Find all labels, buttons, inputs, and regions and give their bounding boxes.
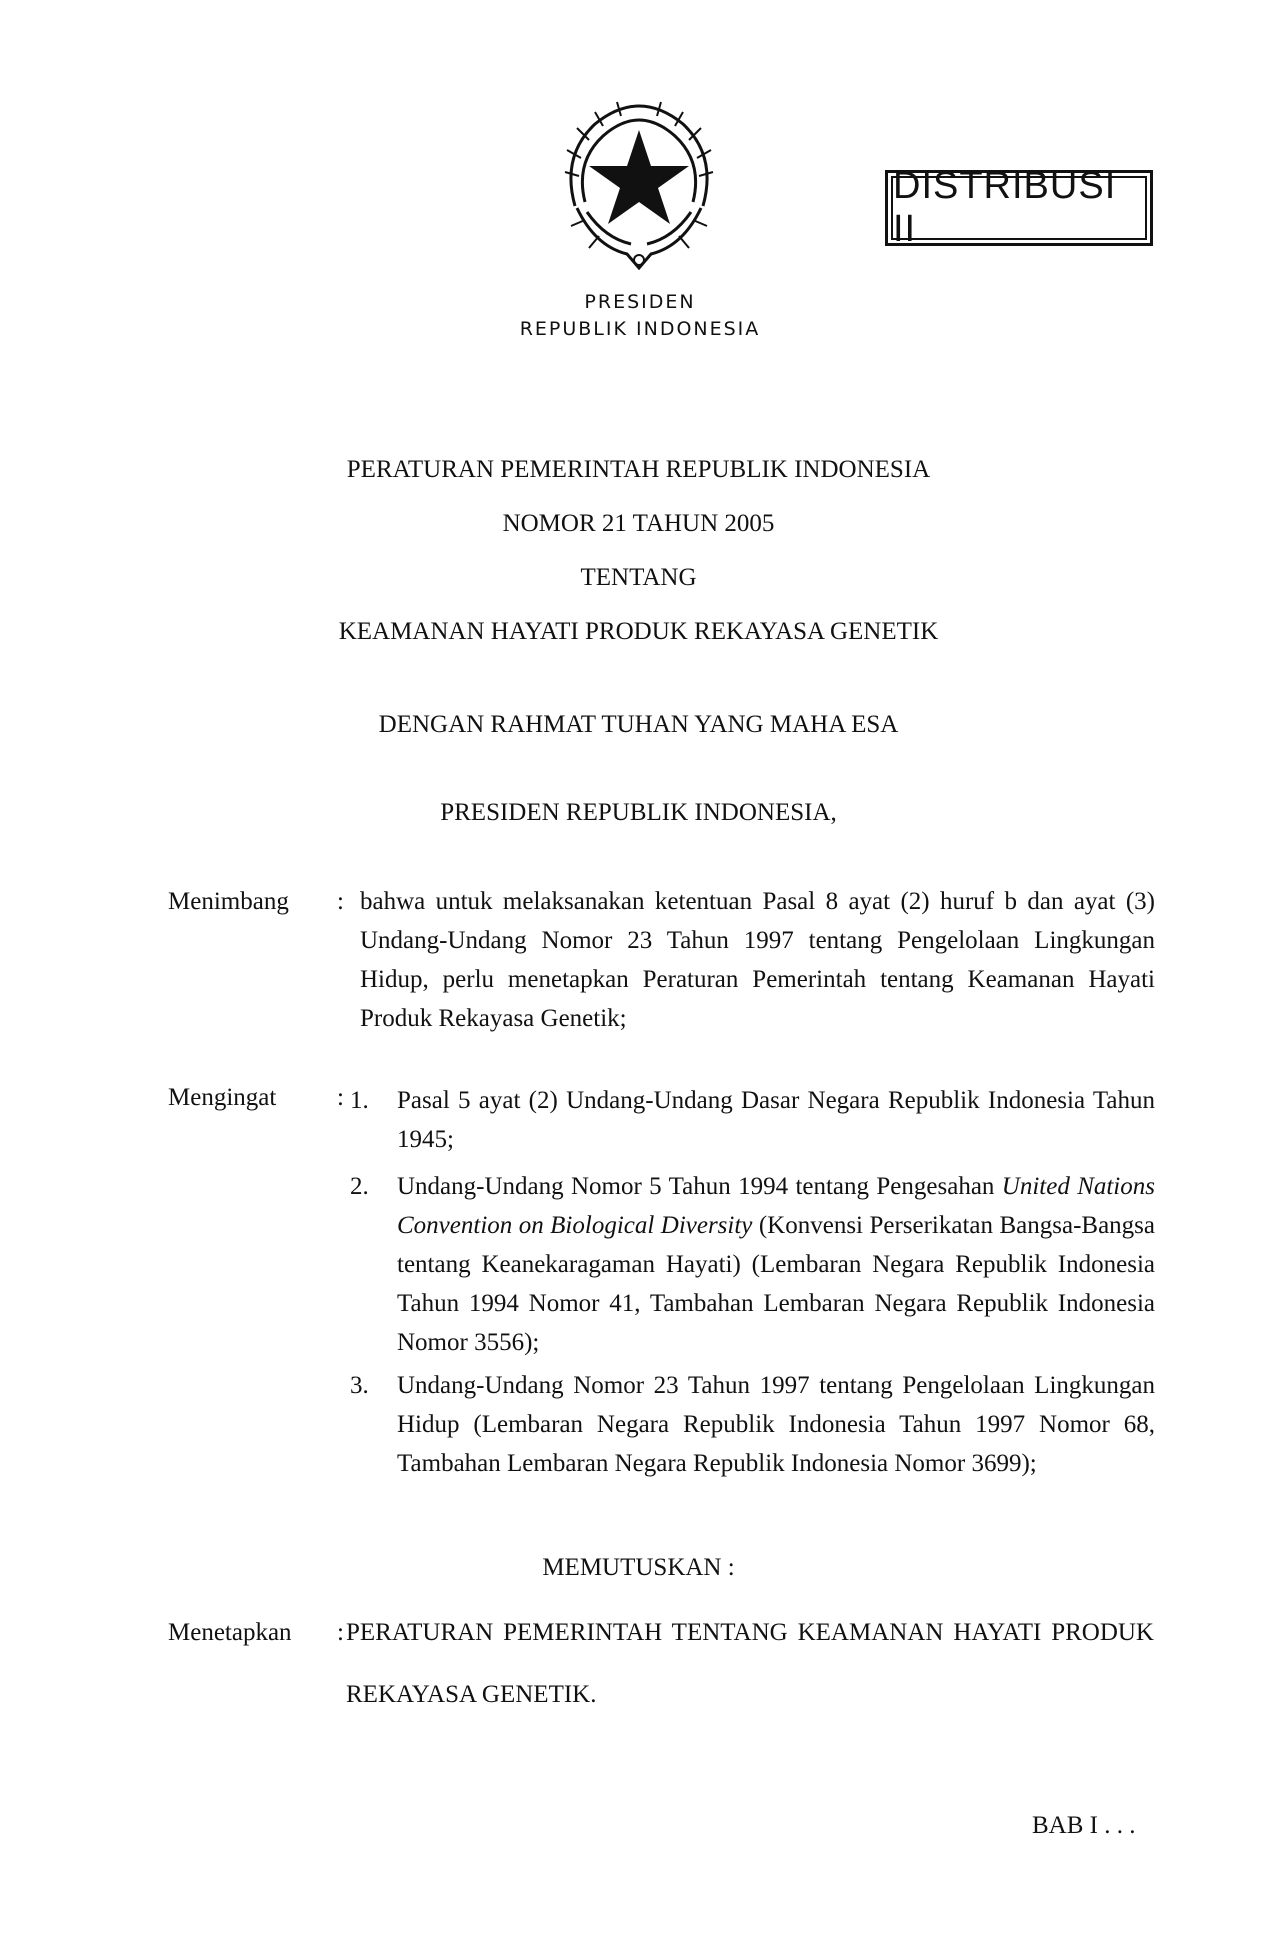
menetapkan-label: Menetapkan — [168, 1619, 292, 1646]
mengingat-item-text: Pasal 5 ayat (2) Undang-Undang Dasar Negara Republik Indonesia Tahun 1945; — [397, 1087, 1155, 1153]
regulation-subject: KEAMANAN HAYATI PRODUK REKAYASA GENETIK — [338, 618, 939, 645]
regulation-title: PERATURAN PEMERINTAH REPUBLIK INDONESIA — [346, 456, 931, 483]
menimbang-text: bahwa untuk melaksanakan ketentuan Pasal 8 ayat (2) huruf b dan ayat (3) Undang-Undang Nomor 23 Tahun 1997 tentang Pengelolaan Lingkungan Hidup, perlu menetapkan Peraturan Pemerintah tentang Keamanan Hayati Produk Rekayasa Genetik; — [360, 888, 1155, 1032]
mengingat-colon: : — [337, 1084, 344, 1111]
mengingat-item-number: 2. — [350, 1173, 369, 1200]
mengingat-item-text-part: Undang-Undang Nomor 5 Tahun 1994 tentang Pengesahan — [397, 1173, 1002, 1200]
memutuskan-heading: MEMUTUSKAN : — [542, 1554, 735, 1581]
office-title-line1: PRESIDEN — [584, 291, 696, 313]
menimbang-label: Menimbang — [168, 888, 289, 915]
mengingat-item-text: Undang-Undang Nomor 23 Tahun 1997 tentang Pengelolaan Lingkungan Hidup (Lembaran Negara Republik Indonesia Tahun 1997 Nomor 68, Tambahan Lembaran Negara Republik Indonesia Nomor 3699); — [397, 1372, 1155, 1477]
page-continuation: BAB I . . . — [1032, 1812, 1136, 1839]
presidential-emblem-icon — [555, 96, 723, 276]
office-title-line2: REPUBLIK INDONESIA — [519, 318, 761, 340]
convention-title-italic: United Nations Convention on Biological Diversity — [397, 1173, 1155, 1239]
mengingat-label: Mengingat — [168, 1084, 277, 1111]
regulation-number: NOMOR 21 TAHUN 2005 — [502, 510, 775, 537]
distribution-label: DISTRIBUSI II — [891, 176, 1147, 240]
mengingat-item-number: 1. — [350, 1087, 369, 1114]
invocation: DENGAN RAHMAT TUHAN YANG MAHA ESA — [378, 711, 899, 738]
mengingat-item-text-part: (Konvensi Perserikatan Bangsa-Bangsa tentang Keanekaragaman Hayati) (Lembaran Negara Republik Indonesia Tahun 1994 Nomor 41, Tambahan Lembaran Negara Republik Indonesia Nomor 3556); — [397, 1212, 1155, 1356]
regulation-tentang: TENTANG — [580, 564, 697, 591]
mengingat-item-number: 3. — [350, 1372, 369, 1399]
menetapkan-text: PERATURAN PEMERINTAH TENTANG KEAMANAN HAYATI PRODUK REKAYASA GENETIK. — [346, 1619, 1154, 1708]
authority: PRESIDEN REPUBLIK INDONESIA, — [440, 799, 837, 826]
distribution-stamp — [885, 165, 1153, 250]
menimbang-colon: : — [337, 888, 344, 915]
mengingat-item-text — [397, 1167, 1155, 1362]
menetapkan-colon: : — [337, 1619, 344, 1646]
